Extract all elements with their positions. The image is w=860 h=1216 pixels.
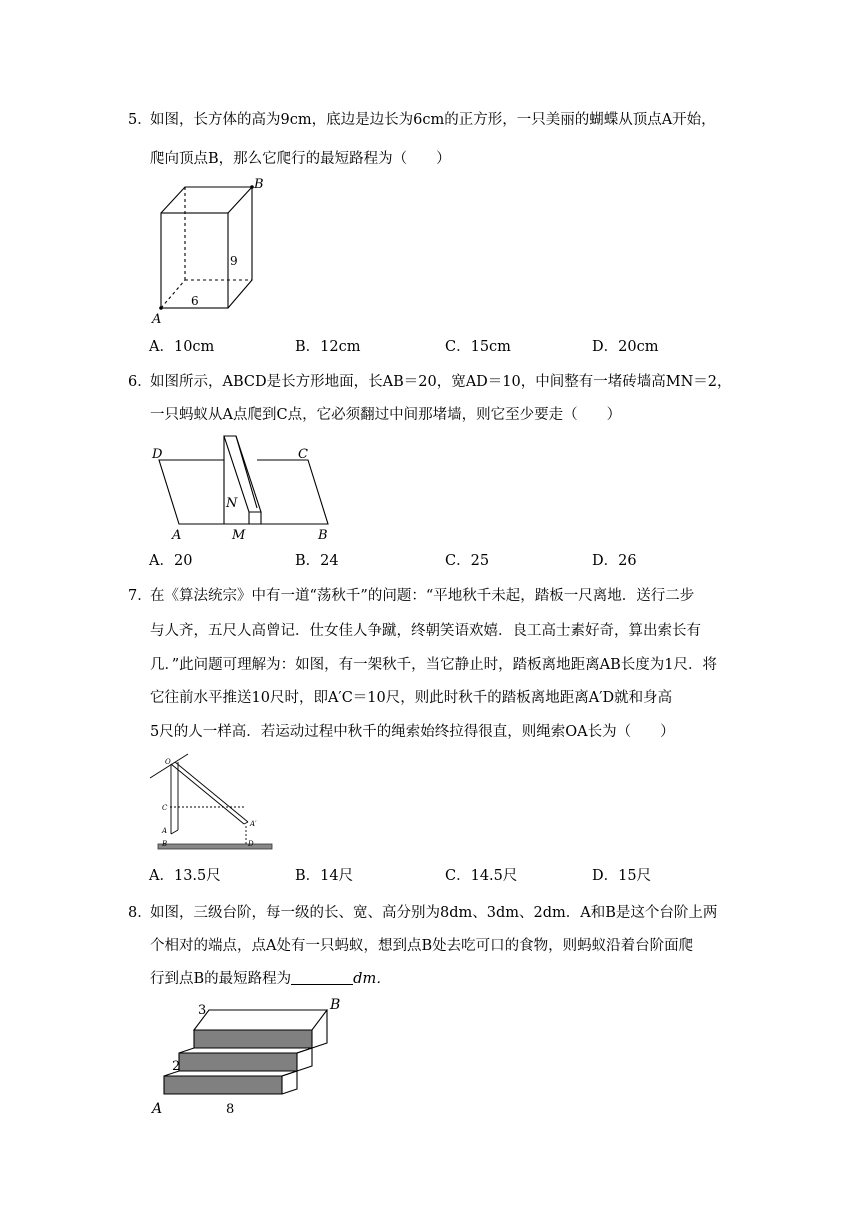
q7-option-b[interactable]: B．14尺 bbox=[295, 868, 354, 884]
q7-line-3: 几．”此问题可理解为：如图，有一架秋千，当它静止时，踏板离地距离AB长度为1尺．将 bbox=[150, 657, 718, 673]
q7-number: 7． bbox=[128, 588, 152, 604]
q7-label-d: D bbox=[248, 840, 254, 848]
q7-label-a-prime: A′ bbox=[250, 820, 257, 828]
q5-label-b: B bbox=[254, 177, 264, 192]
q8-label-length: 8 bbox=[226, 1102, 235, 1117]
q6-option-a[interactable]: A．20 bbox=[149, 553, 193, 569]
q7-line-5: 5尺的人一样高．若运动过程中秋千的绳索始终拉得很直，则绳索OA长为（ ） bbox=[150, 724, 675, 740]
q8-number: 8． bbox=[128, 905, 152, 921]
q7-line-4: 它往前水平推送10尺时，即A′C＝10尺，则此时秋千的踏板离地距离A′D就和身高 bbox=[150, 690, 673, 706]
q8-label-width: 3 bbox=[198, 1003, 207, 1018]
q7-label-c: C bbox=[162, 804, 168, 812]
q5-option-b[interactable]: B．12cm bbox=[295, 339, 361, 355]
q8-line-1: 如图，三级台阶，每一级的长、宽、高分别为8dm、3dm、2dm．A和B是这个台阶上两 bbox=[150, 905, 718, 921]
q7-label-a: A bbox=[162, 827, 168, 835]
q7-label-o: O bbox=[165, 758, 171, 766]
q7-line-1: 在《算法统宗》中有一道“荡秋千”的问题：“平地秋千未起，踏板一尺离地．送行二步 bbox=[150, 588, 695, 604]
q7-swing-figure bbox=[148, 752, 278, 860]
q8-unit: dm． bbox=[353, 971, 391, 987]
q8-line-3 bbox=[150, 969, 391, 989]
q7-option-c[interactable]: C．14.5尺 bbox=[445, 868, 518, 884]
q8-label-height: 2 bbox=[172, 1059, 181, 1074]
q5-label-a: A bbox=[152, 312, 162, 327]
q8-stairs-figure bbox=[148, 996, 348, 1134]
q5-option-c[interactable]: C．15cm bbox=[445, 339, 511, 355]
q7-option-d[interactable]: D．15尺 bbox=[592, 868, 652, 884]
q5-number: 5． bbox=[128, 112, 152, 128]
q6-option-d[interactable]: D．26 bbox=[592, 553, 637, 569]
q5-line-1: 如图，长方体的高为9cm，底边是边长为6cm的正方形，一只美丽的蝴蝶从顶点A开始， bbox=[150, 112, 716, 128]
q6-option-c[interactable]: C．25 bbox=[445, 553, 490, 569]
q7-line-2: 与人齐，五尺人高曾记．仕女佳人争蹴，终朝笑语欢嬉．良工高士素好奇，算出索长有 bbox=[150, 623, 701, 639]
q6-label-a: A bbox=[172, 528, 182, 543]
q5-line-2: 爬向顶点B，那么它爬行的最短路程为（ ） bbox=[150, 151, 451, 167]
q6-floor-wall-figure bbox=[148, 432, 348, 544]
q6-line-1: 如图所示，ABCD是长方形地面，长AB＝20，宽AD＝10，中间整有一堵砖墙高MN＝2， bbox=[150, 374, 732, 390]
q7-label-b: B bbox=[162, 840, 168, 848]
q8-label-a: A bbox=[152, 1101, 163, 1117]
q5-cuboid-figure bbox=[148, 172, 278, 332]
q6-number: 6． bbox=[128, 374, 152, 390]
q7-option-a[interactable]: A．13.5尺 bbox=[149, 868, 221, 884]
q5-label-base: 6 bbox=[191, 294, 199, 308]
q6-label-n: N bbox=[226, 496, 238, 511]
q8-answer-blank[interactable] bbox=[291, 970, 353, 985]
q6-line-2: 一只蚂蚁从A点爬到C点，它必须翻过中间那堵墙，则它至少要走（ ） bbox=[150, 407, 622, 423]
q6-label-m: M bbox=[232, 528, 246, 543]
q5-option-d[interactable]: D．20cm bbox=[592, 339, 659, 355]
q8-line-3-text: 行到点B的最短路程为 bbox=[150, 971, 292, 987]
q8-line-2: 个相对的端点，点A处有一只蚂蚁，想到点B处去吃可口的食物，则蚂蚁沿着台阶面爬 bbox=[150, 938, 694, 954]
q6-option-b[interactable]: B．24 bbox=[295, 553, 339, 569]
q6-label-d: D bbox=[152, 447, 163, 462]
q6-label-b: B bbox=[318, 528, 328, 543]
q6-label-c: C bbox=[298, 447, 308, 462]
q8-label-b: B bbox=[330, 997, 341, 1013]
q5-label-height: 9 bbox=[230, 254, 238, 268]
q5-option-a[interactable]: A．10cm bbox=[149, 339, 215, 355]
